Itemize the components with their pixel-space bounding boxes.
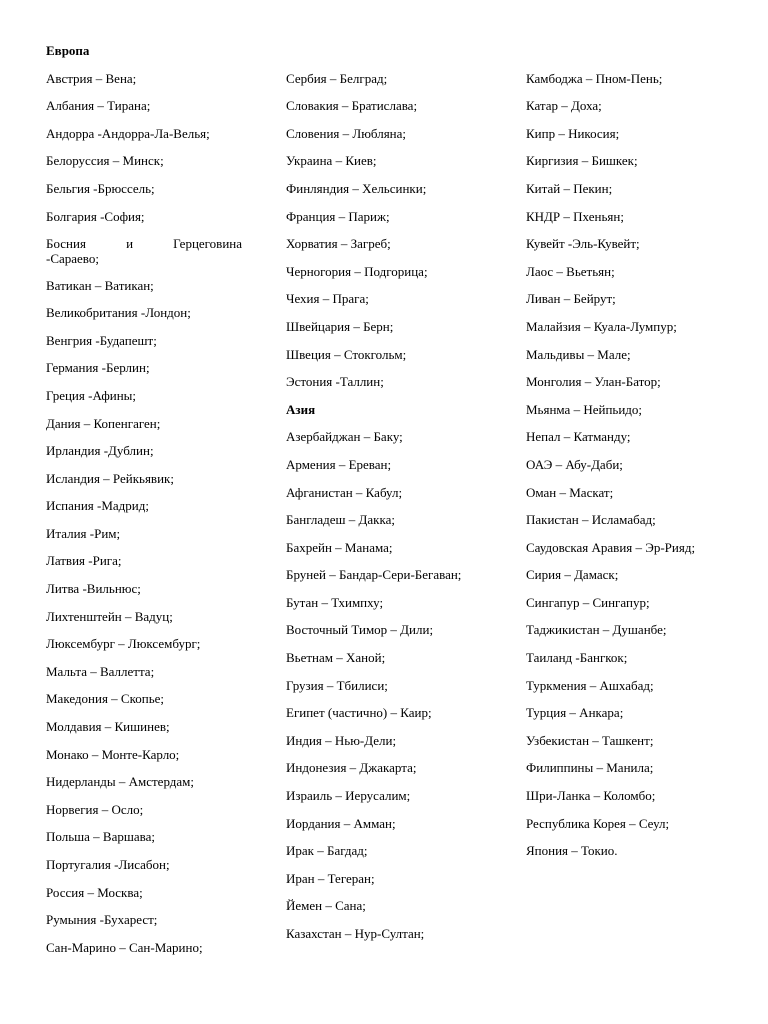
list-item: Дания – Копенгаген; xyxy=(46,415,161,431)
column-3 xyxy=(526,71,746,871)
list-item: Израиль – Иерусалим; xyxy=(286,788,411,804)
list-item: Ирландия -Дублин; xyxy=(46,443,154,459)
list-item: Польша – Варшава; xyxy=(46,829,155,845)
list-item: Черногория – Подгорица; xyxy=(286,263,428,279)
list-item: Ватикан – Ватикан; xyxy=(46,277,154,293)
list-item: Эстония -Таллин; xyxy=(286,374,384,390)
list-item: Монако – Монте-Карло; xyxy=(46,746,180,762)
list-item: Восточный Тимор – Дили; xyxy=(286,622,434,638)
list-item: Китай – Пекин; xyxy=(526,180,613,196)
list-item: Бутан – Тхимпху; xyxy=(286,594,384,610)
list-item: Норвегия – Осло; xyxy=(46,801,144,817)
list-item: Египет (частично) – Каир; xyxy=(286,705,432,721)
list-item: Россия – Москва; xyxy=(46,884,143,900)
bosnia-line-1: Босния и Герцеговина xyxy=(46,236,242,252)
list-item: Сингапур – Сингапур; xyxy=(526,594,650,610)
list-item: Белоруссия – Минск; xyxy=(46,153,164,169)
list-item: Литва -Вильнюс; xyxy=(46,581,141,597)
list-item: Чехия – Прага; xyxy=(286,291,369,307)
list-item: Франция – Париж; xyxy=(286,208,390,224)
list-item: Молдавия – Кишинев; xyxy=(46,719,170,735)
list-item: Швеция – Стокгольм; xyxy=(286,346,407,362)
list-item: Филиппины – Манила; xyxy=(526,760,654,776)
column-2 xyxy=(286,71,486,954)
list-item: Казахстан – Нур-Султан; xyxy=(286,926,425,941)
list-item: Греция -Афины; xyxy=(46,387,137,403)
list-item: Сан-Марино – Сан-Марино; xyxy=(46,939,203,955)
list-item: Бангладеш – Дакка; xyxy=(286,512,395,528)
list-item: Лаос – Вьетьян; xyxy=(526,263,615,279)
list-item: Македония – Скопье; xyxy=(46,691,165,707)
list-item: Италия -Рим; xyxy=(46,525,121,541)
list-item: Кипр – Никосия; xyxy=(526,125,620,141)
list-item: Кувейт -Эль-Кувейт; xyxy=(526,236,640,252)
list-item: Малайзия – Куала-Лумпур; xyxy=(526,318,677,334)
list-item: Таиланд -Бангкок; xyxy=(526,650,628,666)
list-item: Ирак – Багдад; xyxy=(286,843,368,859)
list-item: Сербия – Белград; xyxy=(286,70,388,86)
list-item: Афганистан – Кабул; xyxy=(286,484,403,500)
list-item: Бруней – Бандар-Сери-Бегаван; xyxy=(286,567,462,583)
list-item: Испания -Мадрид; xyxy=(46,498,149,514)
list-item: Австрия – Вена; xyxy=(46,70,137,86)
column-1 xyxy=(46,43,242,967)
list-item: Республика Корея – Сеул; xyxy=(526,815,670,831)
list-item: Швейцария – Берн; xyxy=(286,318,394,334)
list-item: Непал – Катманду; xyxy=(526,429,631,445)
list-item: Румыния -Бухарест; xyxy=(46,912,158,928)
list-item: Таджикистан – Душанбе; xyxy=(526,622,667,638)
list-item: Нидерланды – Амстердам; xyxy=(46,774,195,790)
list-item: Вьетнам – Ханой; xyxy=(286,650,386,666)
list-item: Хорватия – Загреб; xyxy=(286,236,391,252)
list-item: КНДР – Пхеньян; xyxy=(526,208,624,224)
list-item: Мальдивы – Мале; xyxy=(526,346,631,362)
list-item: Латвия -Рига; xyxy=(46,553,122,569)
list-item: Словакия – Братислава; xyxy=(286,98,418,114)
list-item: Ливан – Бейрут; xyxy=(526,291,616,307)
list-item: Оман – Маскат; xyxy=(526,484,614,500)
list-item: Мальта – Валлетта; xyxy=(46,663,155,679)
list-item: Катар – Доха; xyxy=(526,98,602,114)
list-item: Узбекистан – Ташкент; xyxy=(526,732,654,748)
list-item: Индонезия – Джакарта; xyxy=(286,760,417,776)
list-item: Словения – Любляна; xyxy=(286,125,407,141)
list-item: Великобритания -Лондон; xyxy=(46,305,191,321)
list-item: Албания – Тирана; xyxy=(46,98,151,114)
list-item: Португалия -Лисабон; xyxy=(46,857,170,873)
list-item: Грузия – Тбилиси; xyxy=(286,677,388,693)
list-item: Андорра -Андорра-Ла-Велья; xyxy=(46,125,210,141)
list-item: Финляндия – Хельсинки; xyxy=(286,180,427,196)
bosnia-line-2: -Сараево; xyxy=(46,251,99,267)
list-item: Азербайджан – Баку; xyxy=(286,429,403,445)
list-item: Люксембург – Люксембург; xyxy=(46,636,201,652)
list-item: Лихтенштейн – Вадуц; xyxy=(46,608,173,624)
list-item: Венгрия -Будапешт; xyxy=(46,332,157,348)
list-item: Германия -Берлин; xyxy=(46,360,150,376)
list-item: Шри-Ланка – Коломбо; xyxy=(526,788,656,804)
list-item: Мьянма – Нейпьидо; xyxy=(526,401,643,417)
list-item: Бахрейн – Манама; xyxy=(286,539,393,555)
list-item: Армения – Ереван; xyxy=(286,456,392,472)
list-item: Украина – Киев; xyxy=(286,153,377,169)
list-item: Пакистан – Исламабад; xyxy=(526,512,656,528)
europe-heading: Европа xyxy=(46,43,90,58)
list-item: Бельгия -Брюссель; xyxy=(46,180,155,196)
list-item: Исландия – Рейкьявик; xyxy=(46,470,174,486)
list-item: Япония – Токио. xyxy=(526,843,618,859)
list-item: Турция – Анкара; xyxy=(526,705,624,721)
list-item: Киргизия – Бишкек; xyxy=(526,153,638,169)
list-item: Иордания – Амман; xyxy=(286,815,396,831)
list-item: Саудовская Аравия – Эр-Рияд; xyxy=(526,539,696,555)
list-item: Иран – Тегеран; xyxy=(286,870,375,886)
list-item: Сирия – Дамаск; xyxy=(526,567,619,583)
list-item: Монголия – Улан-Батор; xyxy=(526,374,661,390)
list-item: Туркмения – Ашхабад; xyxy=(526,677,654,693)
asia-heading: Азия xyxy=(286,401,316,417)
list-item: Индия – Нью-Дели; xyxy=(286,732,397,748)
list-item-bosnia xyxy=(46,236,242,277)
list-item: Болгария -София; xyxy=(46,208,145,224)
list-item: Йемен – Сана; xyxy=(286,898,366,914)
list-item: ОАЭ – Абу-Даби; xyxy=(526,456,623,472)
list-item: Камбоджа – Пном-Пень; xyxy=(526,70,663,86)
